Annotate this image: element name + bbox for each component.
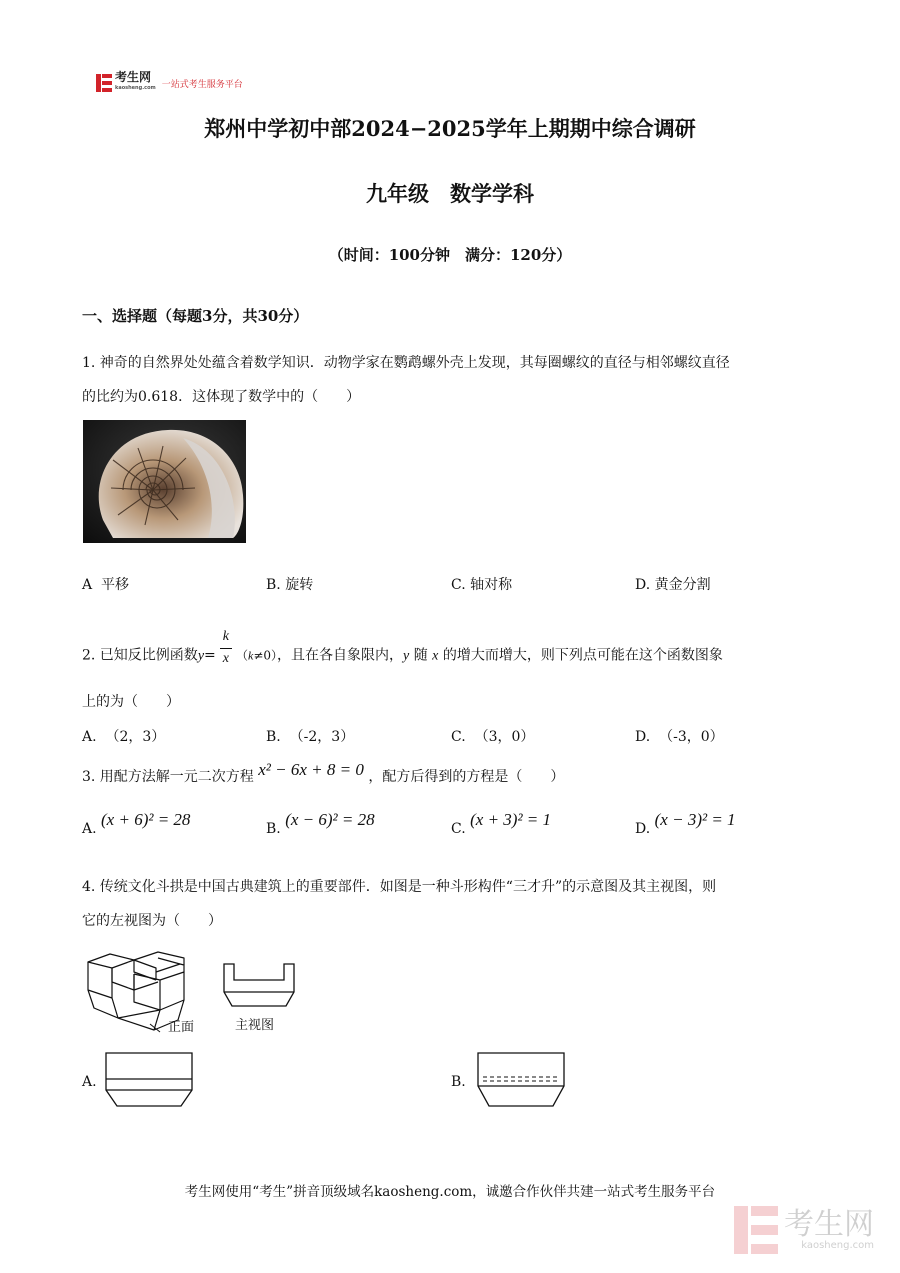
- logo-name: 考生网: [115, 70, 152, 84]
- q2-line2: 上的为（ ）: [82, 694, 180, 710]
- q2-line1: 2. 已知反比例函数y= $\frac{k}{x}$ （k≠0），且在各自象限内，y 随 x 的增大而增大，则下列点可能在这个函数图象: [82, 634, 723, 677]
- page-footer: 考生网使用“考生”拼音顶级域名kaosheng.com，诚邀合作伙伴共建一站式考生服务平台: [184, 1184, 716, 1200]
- brand-logo: [96, 72, 243, 94]
- q2-option-d: D. （-3，0）: [635, 729, 724, 745]
- q2-option-a: A. （2，3）: [82, 729, 166, 745]
- logo-domain: kaosheng.com: [115, 85, 156, 91]
- q4-option-a-letter: A.: [82, 1074, 97, 1090]
- q4-option-a-diagram: [105, 1052, 193, 1108]
- exam-subtitle: 九年级 数学学科: [366, 181, 534, 206]
- q2-option-c: C. （3，0）: [451, 729, 535, 745]
- header-slogan: 一站式考生服务平台: [161, 79, 243, 90]
- section-heading: 一、选择题（每题3分，共30分）: [82, 307, 309, 325]
- q1-option-b: B. 旋转: [266, 577, 314, 593]
- q3-option-c: C. (x + 3)² = 1: [451, 810, 552, 837]
- q4-option-b-letter: B.: [451, 1074, 466, 1090]
- main-view-diagram: [222, 962, 298, 1010]
- watermark-domain: kaosheng.com: [801, 1239, 874, 1251]
- q1-line2: 的比约为0.618．这体现了数学中的（ ）: [82, 389, 361, 405]
- q1-line1: 1. 神奇的自然界处处蕴含着数学知识．动物学家在鹦鹉螺外壳上发现，其每圈螺纹的直径与相邻螺纹直径: [82, 355, 730, 371]
- sancaisheng-3d-diagram: [84, 950, 214, 1035]
- q1-option-a: A 平移: [82, 577, 130, 593]
- q1-option-c: C. 轴对称: [451, 577, 513, 593]
- q4-line2: 它的左视图为（ ）: [82, 913, 222, 929]
- watermark: [734, 1206, 874, 1254]
- nautilus-shell-image: [83, 420, 246, 543]
- q1-option-d: D. 黄金分割: [635, 577, 711, 593]
- watermark-logo-icon: [734, 1206, 778, 1254]
- label-front: 正面: [168, 1020, 195, 1035]
- q2-option-b: B. （-2，3）: [266, 729, 355, 745]
- label-main-view: 主视图: [235, 1018, 275, 1033]
- fraction-k-over-x: $\frac{k}{x}$: [220, 626, 232, 669]
- q3-option-b: B. (x − 6)² = 28: [266, 810, 375, 837]
- logo-icon: [96, 74, 112, 92]
- exam-time-score: （时间：100分钟 满分：120分）: [328, 246, 572, 264]
- q4-option-b-diagram: [477, 1052, 565, 1108]
- q3-equation: x² − 6x + 8 = 0: [258, 760, 364, 779]
- watermark-name: 考生网: [784, 1206, 874, 1242]
- q3-option-a: A. (x + 6)² = 28: [82, 810, 191, 837]
- q4-line1: 4. 传统文化斗拱是中国古典建筑上的重要部件．如图是一种斗形构件“三才升”的示意图及其主视图，则: [82, 879, 717, 895]
- q3-option-d: D. (x − 3)² = 1: [635, 810, 736, 837]
- exam-title: 郑州中学初中部2024−2025学年上期期中综合调研: [204, 116, 696, 141]
- q3-line: 3. 用配方法解一元二次方程 x² − 6x + 8 = 0 ，配方后得到的方程是（ ）: [82, 760, 565, 785]
